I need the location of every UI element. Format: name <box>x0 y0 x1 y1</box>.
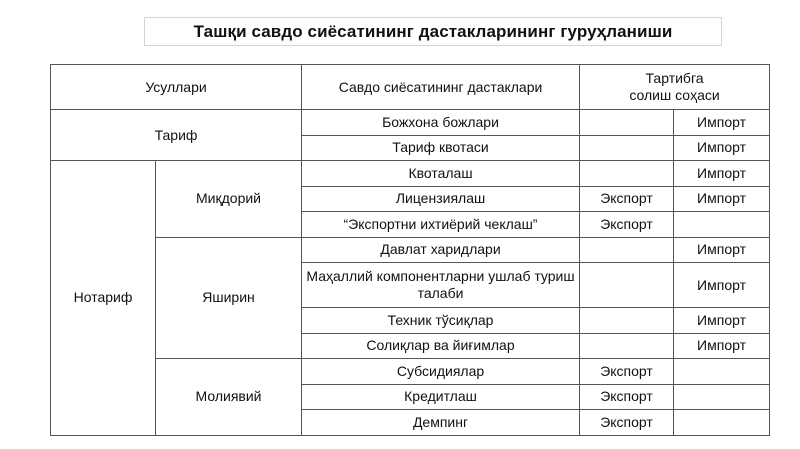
export-cell: Экспорт <box>580 359 674 385</box>
table-row <box>51 161 770 187</box>
header-area-line2: солиш соҳаси <box>629 87 720 103</box>
instrument-cell: Лицензиялаш <box>302 186 580 212</box>
export-cell <box>580 110 674 136</box>
export-cell <box>580 161 674 187</box>
instrument-cell: Техник тўсиқлар <box>302 308 580 334</box>
import-cell: Импорт <box>674 110 770 136</box>
table-row <box>51 359 770 385</box>
import-cell <box>674 359 770 385</box>
export-cell <box>580 237 674 263</box>
instrument-cell: Демпинг <box>302 410 580 436</box>
export-cell <box>580 308 674 334</box>
page-title-text: Ташқи савдо сиёсатининг дастакларининг гуруҳланиши <box>193 21 673 41</box>
export-cell <box>580 263 674 308</box>
instrument-cell: “Экспортни ихтиёрий чеклаш” <box>302 212 580 238</box>
export-cell <box>580 135 674 161</box>
subgroup-quantitative: Миқдорий <box>156 161 302 238</box>
export-cell <box>580 333 674 359</box>
group-nontariff: Нотариф <box>51 161 156 436</box>
header-methods: Усуллари <box>51 65 302 110</box>
import-cell: Импорт <box>674 263 770 308</box>
import-cell <box>674 410 770 436</box>
instrument-cell: Божхона божлари <box>302 110 580 136</box>
table-row <box>51 237 770 263</box>
instrument-cell: Кредитлаш <box>302 384 580 410</box>
import-cell: Импорт <box>674 308 770 334</box>
instruments-table <box>50 64 770 436</box>
header-regulation-area <box>580 65 770 110</box>
table-header-row <box>51 65 770 110</box>
table-row <box>51 110 770 136</box>
import-cell: Импорт <box>674 135 770 161</box>
group-tariff: Тариф <box>51 110 302 161</box>
export-cell: Экспорт <box>580 212 674 238</box>
subgroup-hidden: Яширин <box>156 237 302 359</box>
export-cell: Экспорт <box>580 384 674 410</box>
instrument-cell: Квоталаш <box>302 161 580 187</box>
import-cell: Импорт <box>674 333 770 359</box>
import-cell: Импорт <box>674 237 770 263</box>
export-cell: Экспорт <box>580 186 674 212</box>
instrument-cell: Маҳаллий компонентларни ушлаб туриш талаби <box>302 263 580 308</box>
export-cell: Экспорт <box>580 410 674 436</box>
instrument-cell: Солиқлар ва йиғимлар <box>302 333 580 359</box>
subgroup-financial: Молиявий <box>156 359 302 436</box>
header-instruments: Савдо сиёсатининг дастаклари <box>302 65 580 110</box>
page-title <box>144 17 722 46</box>
instrument-cell: Давлат харидлари <box>302 237 580 263</box>
import-cell: Импорт <box>674 161 770 187</box>
import-cell: Импорт <box>674 186 770 212</box>
import-cell <box>674 212 770 238</box>
import-cell <box>674 384 770 410</box>
header-area-line1: Тартибга <box>645 70 704 86</box>
instrument-cell: Субсидиялар <box>302 359 580 385</box>
instrument-cell: Тариф квотаси <box>302 135 580 161</box>
